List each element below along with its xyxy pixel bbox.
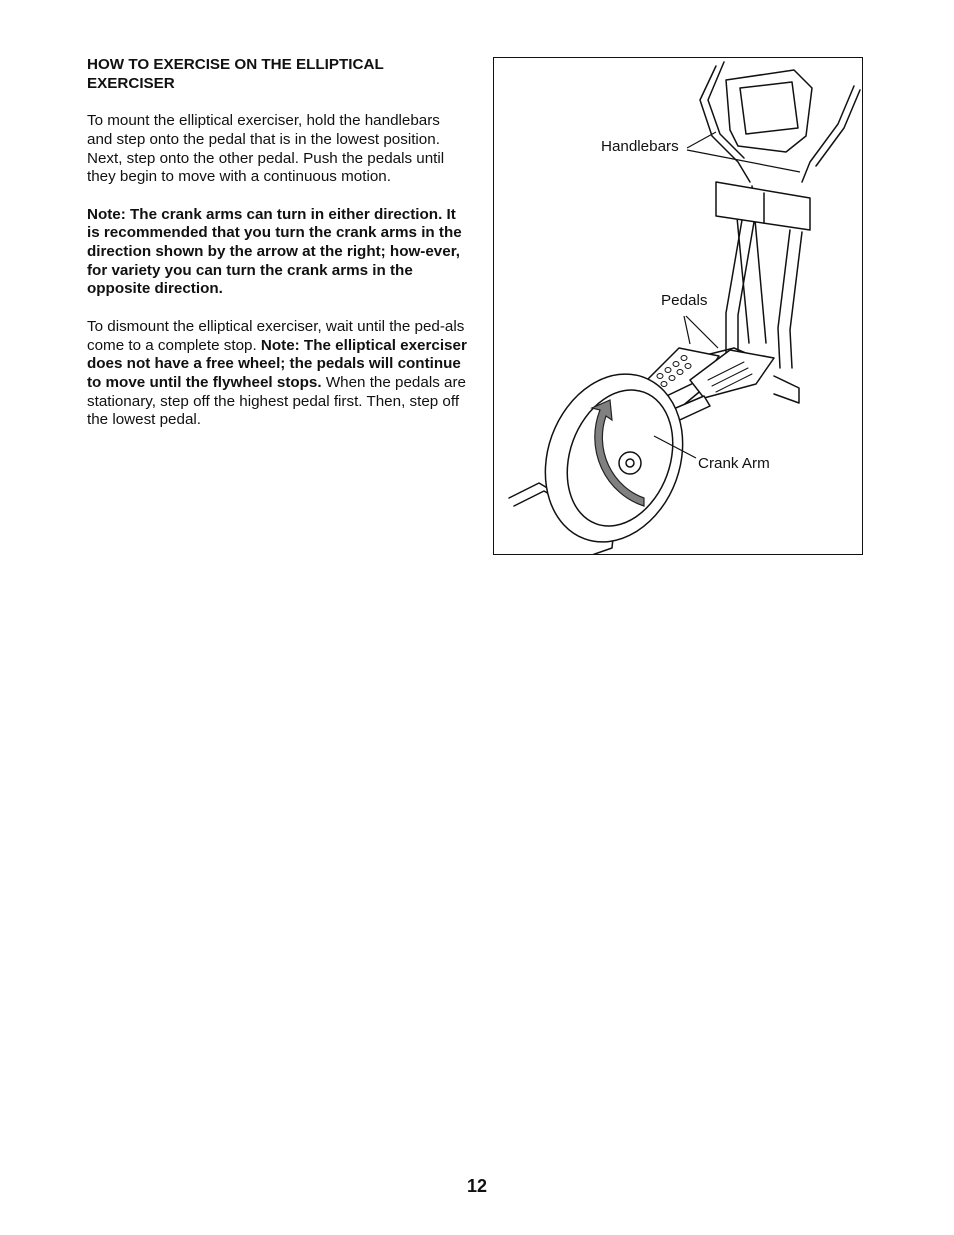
page-number: 12 bbox=[466, 1176, 488, 1196]
dismount-paragraph bbox=[87, 318, 469, 430]
elliptical-figure bbox=[493, 57, 863, 555]
instruction-column bbox=[87, 56, 469, 449]
dismount-instructions: When the pedals are stationary, step off the highest pedal first. Then, step off the lowest pedal. bbox=[87, 373, 466, 429]
crank-arm-label: Crank Arm bbox=[698, 455, 770, 472]
free-wheel-note: Note: The elliptical exerciser does not have a free wheel; the pedals will continue to move until the flywheel stops. bbox=[87, 336, 467, 391]
section-heading: HOW TO EXERCISE ON THE ELLIPTICAL EXERCISER bbox=[87, 56, 384, 92]
crank-direction-note: Note: The crank arms can turn in either direction. It is recommended that you turn the crank arms in the direction shown by the arrow at the right; how-ever, for variety you can turn the crank arms in the opposite direction. bbox=[87, 205, 462, 298]
mount-paragraph: To mount the elliptical exerciser, hold the handlebars and step onto the pedal that is in the lowest position. Next, step onto the other pedal. Push the pedals until they begin to move with a continuous motion. bbox=[87, 112, 445, 186]
dismount-intro: To dismount the elliptical exerciser, wait until the ped-als come to a complete stop. bbox=[87, 317, 465, 354]
handlebars-label: Handlebars bbox=[601, 138, 679, 155]
pedals-label: Pedals bbox=[661, 292, 708, 309]
